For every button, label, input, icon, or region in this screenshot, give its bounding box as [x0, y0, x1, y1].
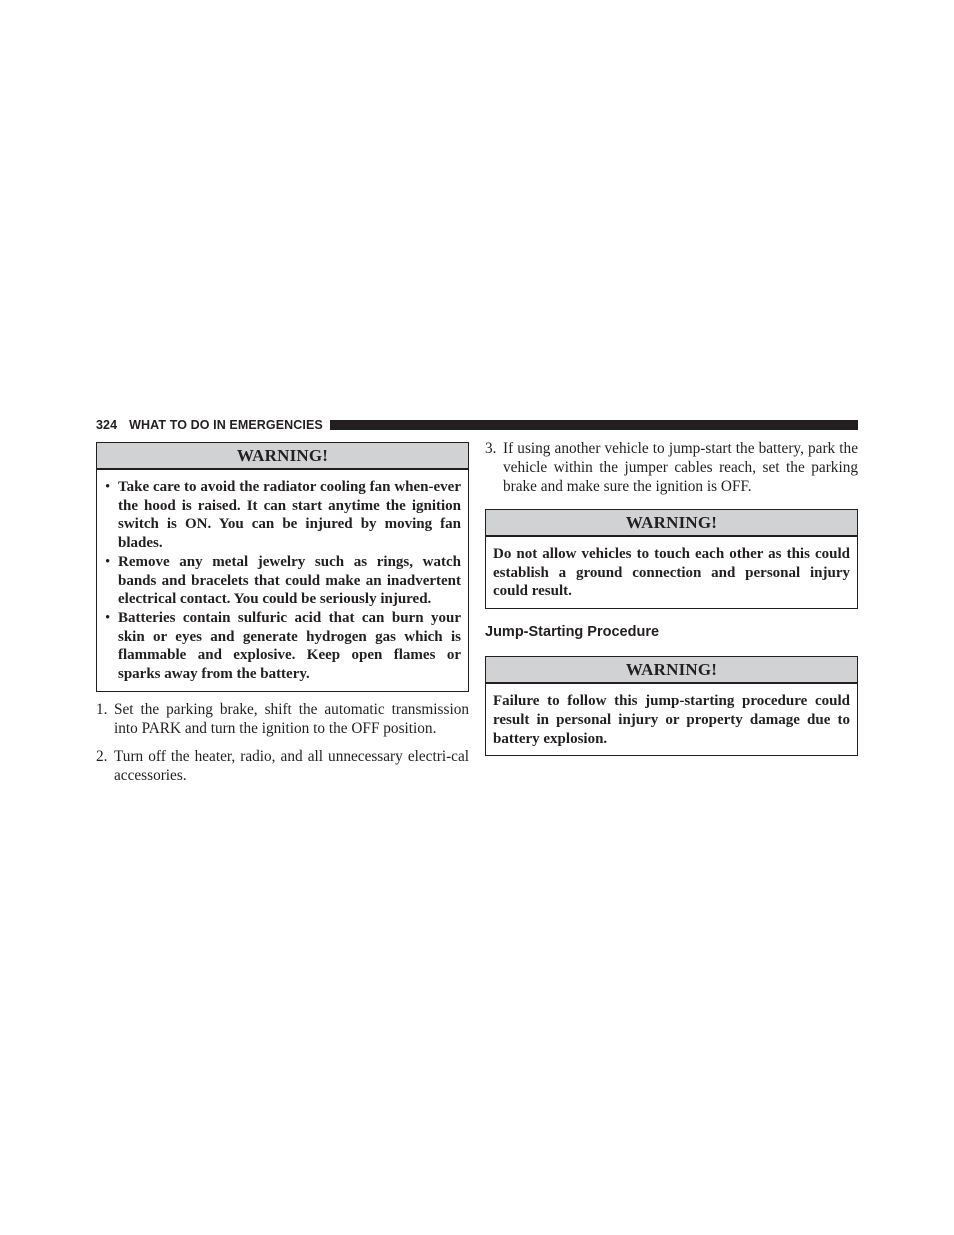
- warning-box-battery-safety: [96, 442, 469, 692]
- bullet-icon: •: [105, 609, 111, 626]
- warning-bullet-item: [104, 609, 461, 684]
- procedure-steps-right: [485, 439, 858, 496]
- bullet-icon: •: [105, 553, 111, 570]
- page-number: 324: [96, 418, 118, 432]
- warning-box-procedure: [485, 656, 858, 756]
- step-number: 3.: [485, 440, 497, 457]
- warning-text: Failure to follow this jump-starting procedure could result in personal injury or property damage due to battery explosion.: [493, 693, 850, 747]
- warning-bullet-list: [104, 478, 461, 684]
- step-text: Turn off the heater, radio, and all unnecessary electri-cal accessories.: [114, 747, 469, 784]
- procedure-step: [96, 747, 469, 785]
- left-column: [96, 442, 469, 785]
- warning-bullet-text: Remove any metal jewelry such as rings, watch bands and bracelets that could make an inadvertent electrical contact. You could be seriously injured.: [118, 553, 461, 608]
- warning-title: WARNING!: [486, 510, 857, 537]
- procedure-step: [96, 700, 469, 738]
- step-text: If using another vehicle to jump-start the battery, park the vehicle within the jumper cables reach, set the parking brake and make sure the ignition is OFF.: [503, 440, 858, 495]
- section-title: WHAT TO DO IN EMERGENCIES: [129, 418, 323, 432]
- warning-title: WARNING!: [97, 443, 468, 470]
- step-number: 2.: [96, 747, 108, 765]
- step-number: 1.: [96, 700, 108, 718]
- warning-bullet-text: Batteries contain sulfuric acid that can burn your skin or eyes and generate hydrogen gas which is flammable and explosive. Keep open flames or sparks away from the battery.: [118, 609, 461, 683]
- warning-bullet-item: [104, 478, 461, 553]
- section-subheading: Jump-Starting Procedure: [485, 624, 660, 641]
- warning-box-vehicle-contact: [485, 509, 858, 609]
- warning-bullet-text: Take care to avoid the radiator cooling fan when-ever the hood is raised. It can start anytime the ignition switch is ON. You can be injured by moving fan blades.: [118, 479, 461, 552]
- warning-bullet-item: [104, 553, 461, 609]
- warning-text: Do not allow vehicles to touch each other as this could establish a ground connection and personal injury could result.: [493, 546, 850, 600]
- step-text: Set the parking brake, shift the automatic transmission into PARK and turn the ignition to the OFF position.: [114, 700, 469, 737]
- warning-title: WARNING!: [486, 657, 857, 684]
- procedure-step: [485, 439, 858, 496]
- header-rule: [330, 420, 858, 430]
- procedure-steps-left: [96, 700, 469, 785]
- bullet-icon: •: [105, 479, 111, 495]
- right-column: [485, 442, 858, 756]
- warning-body: [97, 470, 468, 691]
- page-header: [96, 417, 858, 433]
